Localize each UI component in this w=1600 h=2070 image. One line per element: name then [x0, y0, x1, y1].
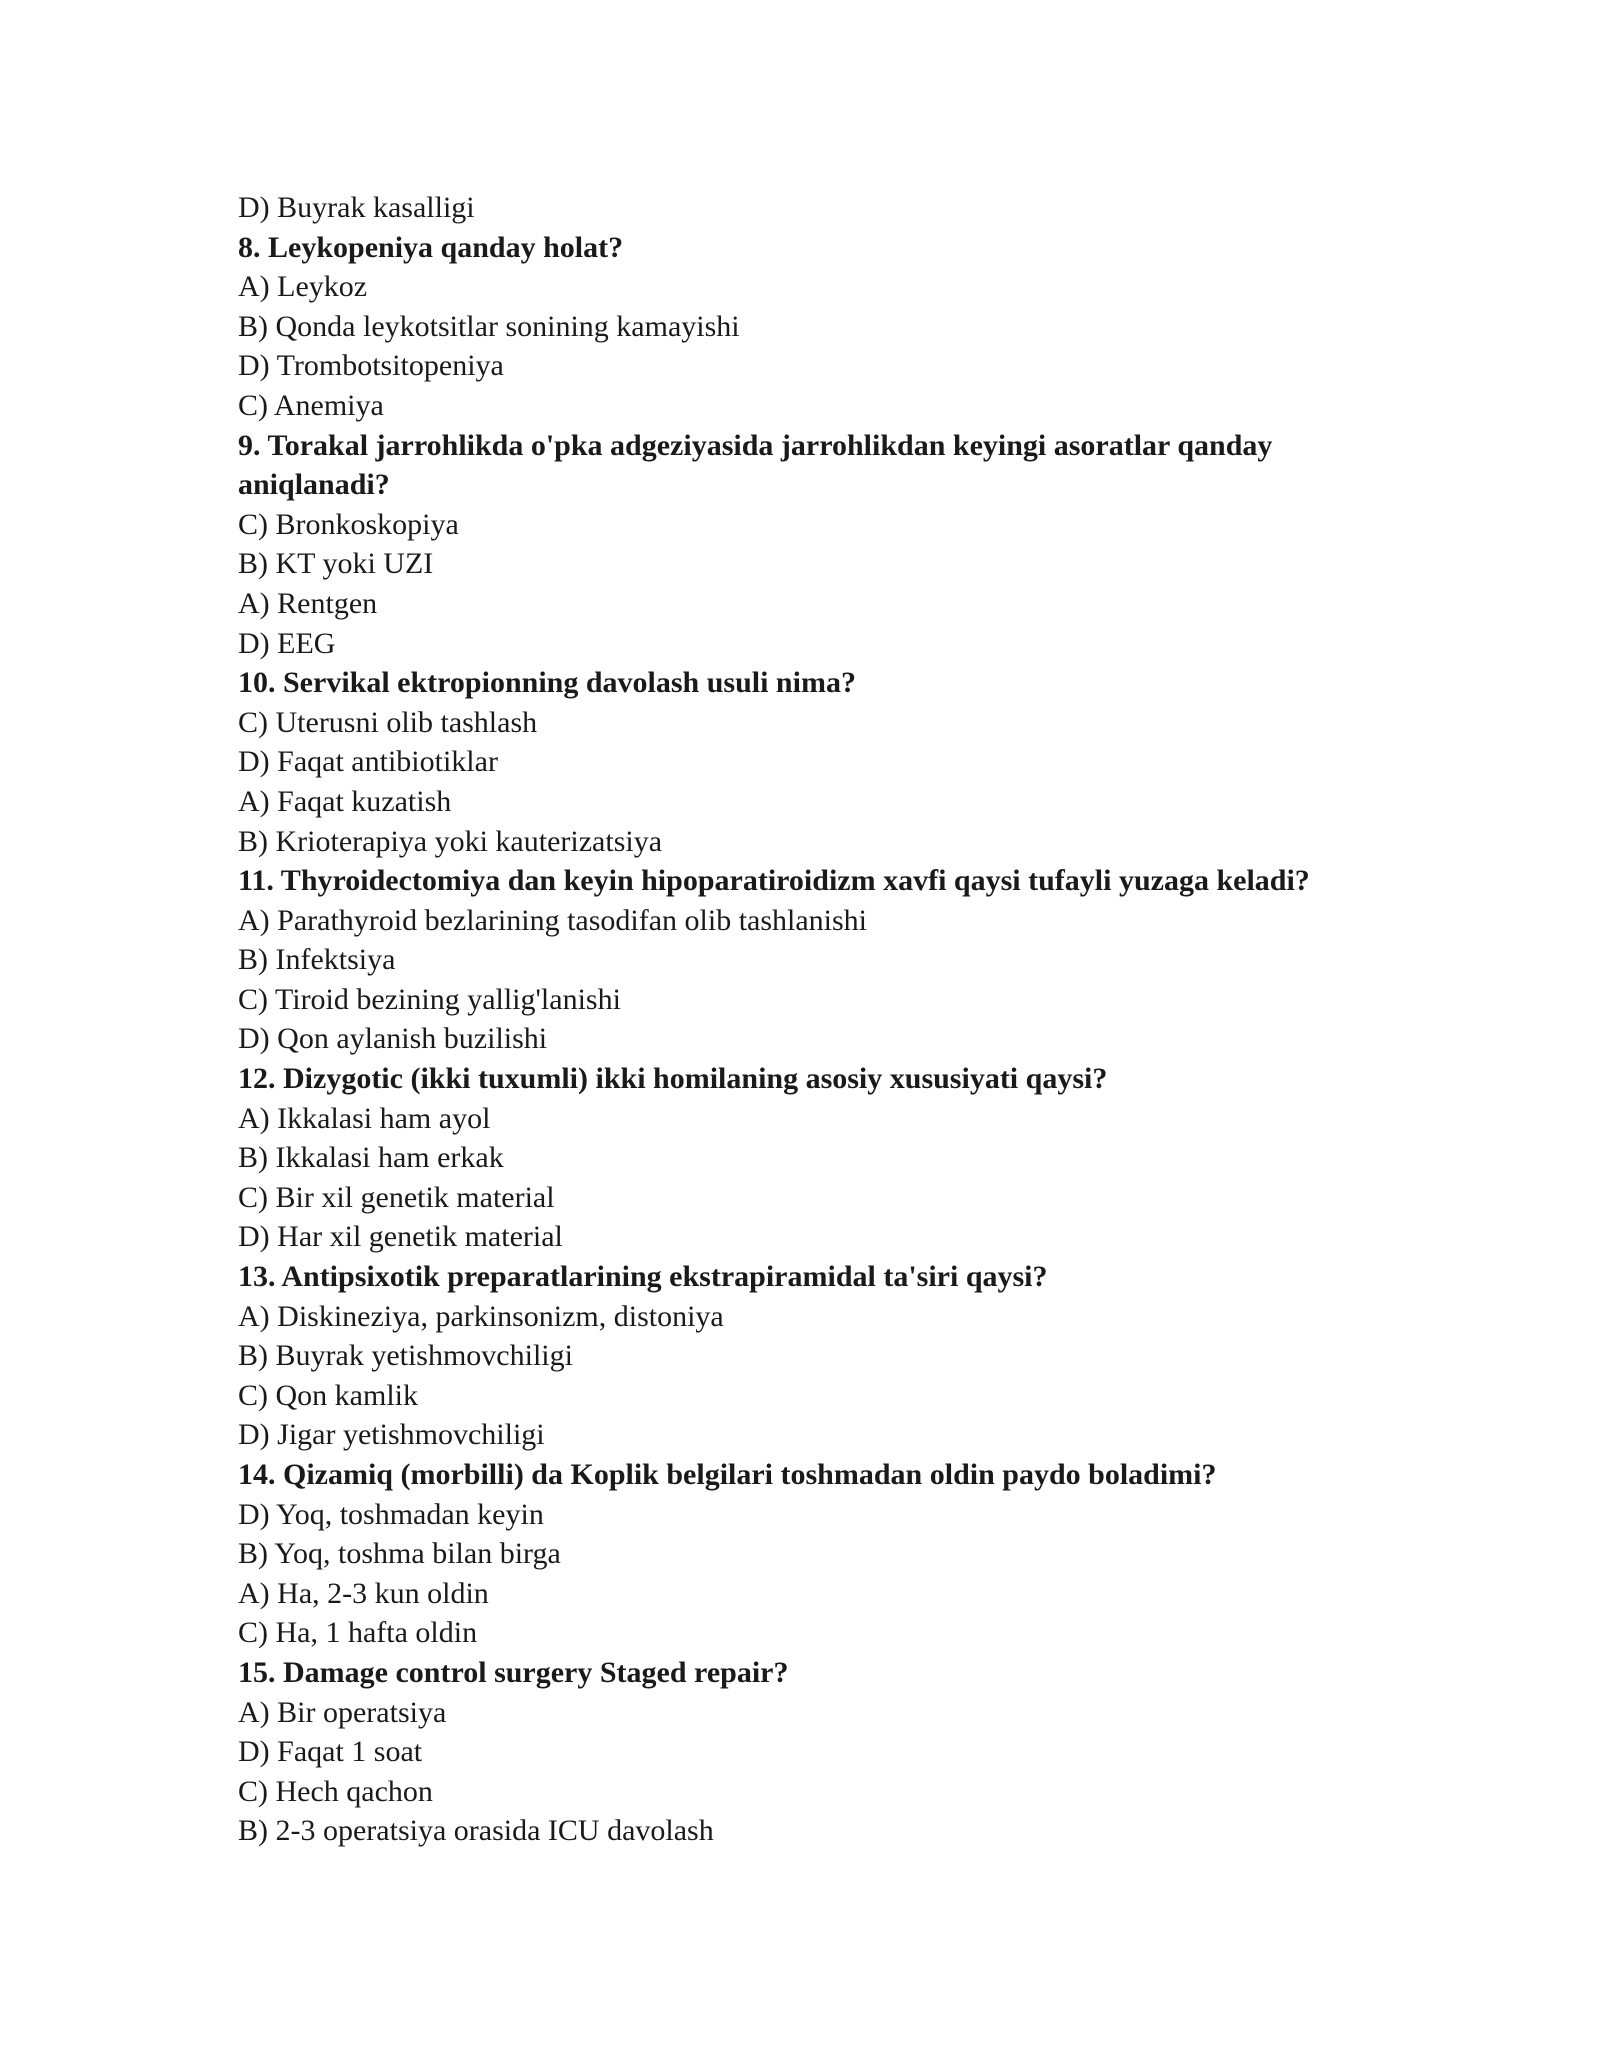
option-line: C) Tiroid bezining yallig'lanishi — [238, 982, 621, 1016]
option-line: C) Hech qachon — [238, 1774, 433, 1808]
option-line: D) Jigar yetishmovchiligi — [238, 1418, 545, 1452]
option-line: B) Krioterapiya yoki kauterizatsiya — [238, 824, 663, 858]
option-line: B) KT yoki UZI — [238, 547, 434, 581]
question-block — [238, 663, 1378, 861]
question-text: 9. Torakal jarrohlikda o'pka adgeziyasida jarrohlikdan keyingi asoratlar qanday aniqlanadi? — [238, 428, 1273, 502]
option-line: D) Faqat antibiotiklar — [238, 745, 498, 779]
option-line: A) Leykoz — [238, 270, 368, 304]
question-block — [238, 1257, 1378, 1455]
option-line: D) Har xil genetik material — [238, 1220, 563, 1254]
question-block — [238, 861, 1378, 1059]
option-line: B) Qonda leykotsitlar sonining kamayishi — [238, 309, 740, 343]
option-line: A) Bir operatsiya — [238, 1695, 447, 1729]
question-block — [238, 426, 1378, 664]
option-line: D) Qon aylanish buzilishi — [238, 1022, 548, 1056]
option-line: B) Buyrak yetishmovchiligi — [238, 1339, 573, 1373]
question-block — [238, 228, 1378, 426]
option-line: B) Infektsiya — [238, 943, 396, 977]
option-line: B) 2-3 operatsiya orasida ICU davolash — [238, 1814, 714, 1848]
option-line: C) Anemiya — [238, 388, 384, 422]
question-text: 8. Leykopeniya qanday holat? — [238, 230, 624, 264]
option-line: A) Ha, 2-3 kun oldin — [238, 1576, 489, 1610]
option-line: A) Diskineziya, parkinsonizm, distoniya — [238, 1299, 724, 1333]
option-line: A) Ikkalasi ham ayol — [238, 1101, 491, 1135]
question-text: 14. Qizamiq (morbilli) da Koplik belgilari toshmadan oldin paydo boladimi? — [238, 1458, 1217, 1491]
question-text: 10. Servikal ektropionning davolash usuli nima? — [238, 666, 856, 700]
option-line: D) Faqat 1 soat — [238, 1735, 423, 1769]
option-line: A) Rentgen — [238, 586, 378, 620]
option-line: A) Faqat kuzatish — [238, 784, 452, 818]
question-text: 11. Thyroidectomiya dan keyin hipoparatiroidizm xavfi qaysi tufayli yuzaga keladi? — [238, 864, 1310, 898]
question-block — [238, 1059, 1378, 1257]
option-line: A) Parathyroid bezlarining tasodifan olib tashlanishi — [238, 903, 868, 937]
option-line: C) Ha, 1 hafta oldin — [238, 1616, 478, 1650]
option-line: D) Buyrak kasalligi — [238, 191, 475, 224]
option-line: C) Uterusni olib tashlash — [238, 705, 538, 739]
option-line: C) Bir xil genetik material — [238, 1180, 555, 1214]
option-line: C) Bronkoskopiya — [238, 507, 459, 541]
option-line: D) Trombotsitopeniya — [238, 349, 504, 383]
option-line: D) Yoq, toshmadan keyin — [238, 1497, 544, 1531]
option-line: B) Yoq, toshma bilan birga — [238, 1537, 561, 1571]
question-block — [238, 1653, 1378, 1851]
option-line: B) Ikkalasi ham erkak — [238, 1141, 504, 1175]
question-block — [238, 1455, 1378, 1653]
question-text: 15. Damage control surgery Staged repair? — [238, 1655, 789, 1689]
question-text: 12. Dizygotic (ikki tuxumli) ikki homilaning asosiy xususiyati qaysi? — [238, 1062, 1108, 1096]
option-line: D) EEG — [238, 626, 336, 660]
question-text: 13. Antipsixotik preparatlarining ekstrapiramidal ta'siri qaysi? — [238, 1260, 1048, 1294]
option-line: C) Qon kamlik — [238, 1378, 418, 1412]
document-page — [238, 188, 1378, 1851]
